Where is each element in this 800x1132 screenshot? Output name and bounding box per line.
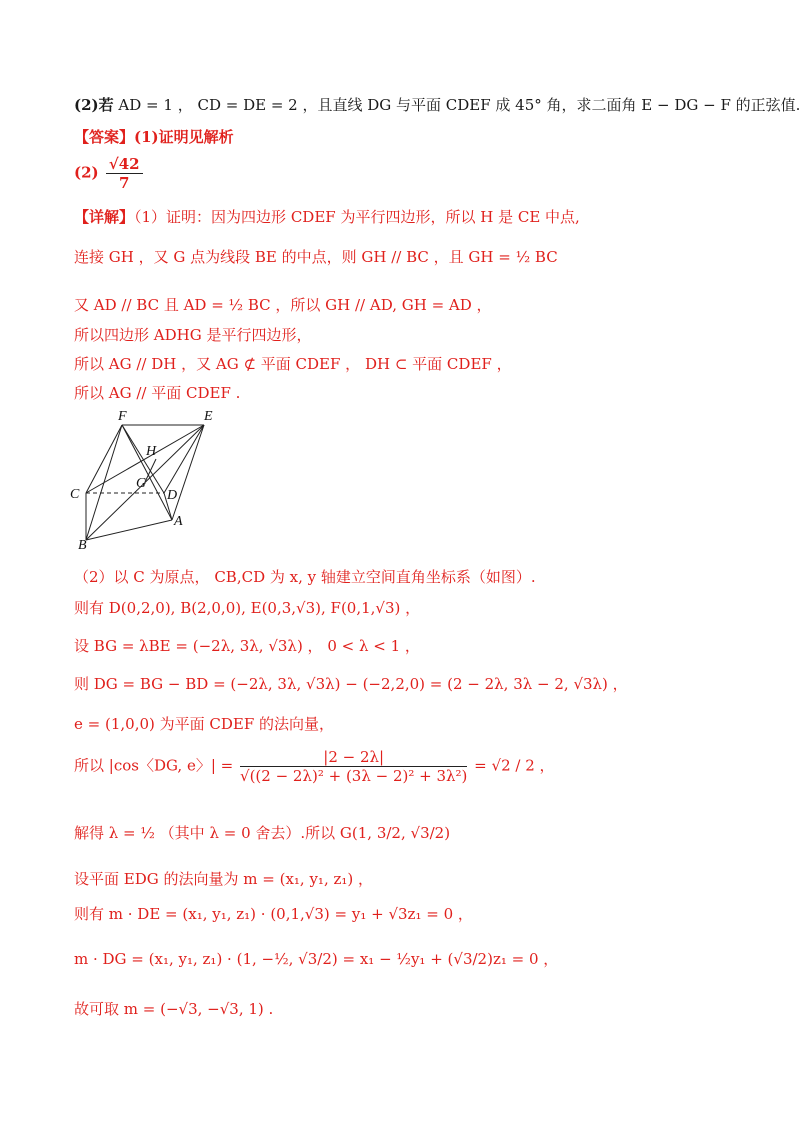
cos-fraction [240,748,467,785]
edge-ae [172,425,204,520]
label-f: F [118,409,127,424]
label-b: B [78,538,87,553]
detail-tag: 【详解】 [74,208,135,226]
edge-de [164,425,204,493]
part2-line-3: 设 BG = λBE = (−2λ, 3λ, √3λ) ， 0 < λ < 1 ， [74,637,420,655]
part2-line-6 [74,748,555,785]
label-a: A [174,514,183,529]
label-g: G [136,476,147,491]
part2-line-9: 则有 m · DE = (x₁, y₁, z₁) · (0,1,√3) = y₁ + √3z₁ = 0 ， [74,905,473,923]
cos-numerator: |2 − 2λ| [240,748,467,767]
label-c: C [70,487,80,502]
label-d: D [167,488,178,503]
detail-l1: （1）证明：因为四边形 CDEF 为平行四边形，所以 H 是 CE 中点, [134,208,580,226]
cos-denominator: √((2 − 2λ)² + (3λ − 2)² + 3λ²) [240,767,468,785]
answer-part1: (1)证明见解析 [134,128,234,146]
part2-line-1: （2）以 C 为原点， CB,CD 为 x, y 轴建立空间直角坐标系（如图）. [74,568,536,586]
part2-line-11: 故可取 m = (−√3, −√3, 1) . [74,1000,274,1018]
part2-line-7: 解得 λ = ½ （其中 λ = 0 舍去）.所以 G(1, 3/2, √3/2) [74,824,451,842]
answer-tag: 【答案】 [74,128,135,146]
geometry-figure [64,405,244,555]
detail-line-2: 连接 GH ，又 G 点为线段 BE 的中点，则 GH // BC ，且 GH = ½ BC [74,248,558,266]
label-h: H [146,444,157,459]
answer-numerator: √42 [106,155,143,174]
part2-line-10: m · DG = (x₁, y₁, z₁) · (1, −½, √3/2) = x₁ − ½y₁ + (√3/2)z₁ = 0 ， [74,950,559,968]
part2-line-2: 则有 D(0,2,0), B(2,0,0), E(0,3,√3), F(0,1,√3) ， [74,599,421,617]
detail-line-1 [74,206,580,228]
question-prefix: (2)若 [74,96,114,114]
part2-l6-prefix: 所以 |cos〈DG, e〉| = [74,756,234,775]
detail-line-6: 所以 AG // 平面 CDEF . [74,384,241,402]
edge-ba [86,520,172,540]
part2-l6-suffix: = √2 / 2 ， [474,756,555,775]
detail-line-5: 所以 AG // DH ，又 AG ⊄ 平面 CDEF ， DH ⊂ 平面 CDEF ， [74,355,512,373]
part2-line-4: 则 DG = BG − BD = (−2λ, 3λ, √3λ) − (−2,2,0) = (2 − 2λ, 3λ − 2, √3λ) ， [74,675,628,693]
answer-line [74,126,234,148]
detail-line-4: 所以四边形 ADHG 是平行四边形， [74,326,312,344]
question-text: AD = 1 ， CD = DE = 2 ，且直线 DG 与平面 CDEF 成 45° 角，求二面角 E − DG − F 的正弦值. [118,96,800,114]
answer-part2 [74,155,145,192]
answer-part2-label: (2) [74,163,99,182]
part2-line-8: 设平面 EDG 的法向量为 m = (x₁, y₁, z₁) ， [74,870,374,888]
question-line [74,94,800,116]
edge-fa [122,425,172,520]
part2-line-5: e = (1,0,0) 为平面 CDEF 的法向量， [74,715,335,733]
detail-line-3: 又 AD // BC 且 AD = ½ BC ，所以 GH // AD, GH = AD ， [74,296,492,314]
answer-fraction [106,155,143,192]
answer-denominator: 7 [119,174,130,192]
label-e: E [204,409,213,424]
